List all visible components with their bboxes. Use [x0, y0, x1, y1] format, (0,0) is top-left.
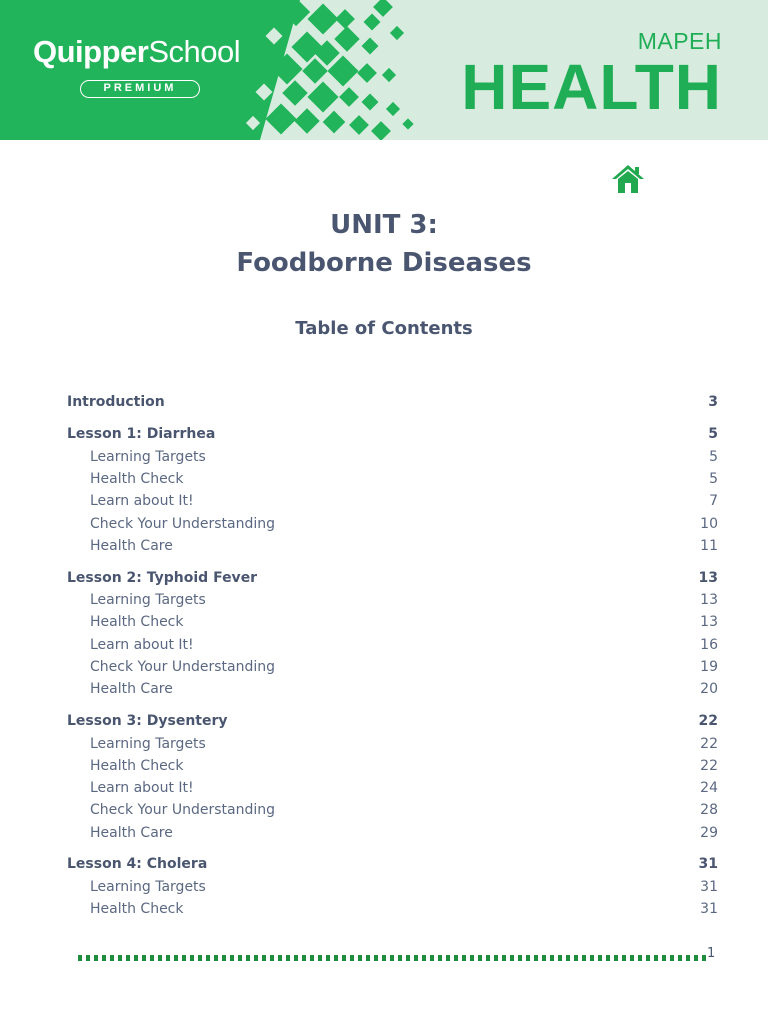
toc-row[interactable] — [67, 535, 718, 557]
subject-health: HEALTH — [461, 51, 722, 123]
toc-row[interactable] — [67, 446, 718, 468]
toc-label: Lesson 2: Typhoid Fever — [67, 570, 258, 586]
toc-row[interactable] — [67, 755, 718, 777]
toc-heading: Table of Contents — [295, 318, 473, 339]
toc-page: 19 — [700, 659, 718, 675]
toc-page: 3 — [708, 394, 718, 410]
premium-badge: PREMIUM — [80, 80, 200, 98]
toc-page: 11 — [700, 538, 718, 554]
toc-page: 5 — [709, 471, 718, 487]
toc-label: Learning Targets — [90, 879, 206, 895]
toc-row[interactable] — [67, 656, 718, 678]
unit-title — [0, 206, 768, 282]
toc-row[interactable] — [67, 611, 718, 633]
page-number: 1 — [707, 946, 716, 961]
toc-row[interactable] — [67, 853, 718, 875]
toc-page: 28 — [700, 802, 718, 818]
toc-row[interactable] — [67, 822, 718, 844]
toc-page: 20 — [700, 681, 718, 697]
unit-number: UNIT 3: — [330, 210, 438, 240]
toc-row[interactable] — [67, 513, 718, 535]
toc-row[interactable] — [67, 490, 718, 512]
toc-row[interactable] — [67, 589, 718, 611]
toc-row[interactable] — [67, 391, 718, 413]
toc-row[interactable] — [67, 710, 718, 732]
header-banner — [0, 0, 768, 140]
toc-label: Learning Targets — [90, 449, 206, 465]
toc-page: 31 — [700, 879, 718, 895]
toc-row[interactable] — [67, 898, 718, 920]
toc-label: Lesson 1: Diarrhea — [67, 426, 216, 442]
logo-part-quipper: Quipper — [33, 34, 149, 69]
toc-page: 31 — [700, 901, 718, 917]
toc-page: 13 — [700, 614, 718, 630]
toc-label: Learn about It! — [90, 780, 194, 796]
toc-label: Check Your Understanding — [90, 802, 276, 818]
unit-topic: Foodborne Diseases — [236, 248, 532, 278]
logo-part-school: School — [148, 34, 241, 69]
toc-label: Lesson 3: Dysentery — [67, 713, 228, 729]
toc-label: Check Your Understanding — [90, 659, 276, 675]
toc-page: 31 — [698, 856, 718, 872]
toc-row[interactable] — [67, 733, 718, 755]
toc-label: Learning Targets — [90, 736, 206, 752]
toc-label: Health Check — [90, 614, 184, 630]
toc-row[interactable] — [67, 777, 718, 799]
toc-row[interactable] — [67, 634, 718, 656]
toc-page: 5 — [709, 449, 718, 465]
toc-label: Health Care — [90, 825, 173, 841]
toc-page: 7 — [709, 493, 718, 509]
toc-page: 29 — [700, 825, 718, 841]
toc-page: 22 — [700, 736, 718, 752]
toc-row[interactable] — [67, 468, 718, 490]
toc-row[interactable] — [67, 423, 718, 445]
toc-page: 24 — [700, 780, 718, 796]
toc-page: 13 — [698, 570, 718, 586]
toc-label: Health Check — [90, 471, 184, 487]
toc-label: Health Care — [90, 681, 173, 697]
toc-page: 13 — [700, 592, 718, 608]
toc-row[interactable] — [67, 678, 718, 700]
toc-row[interactable] — [67, 876, 718, 898]
home-icon[interactable] — [611, 163, 645, 195]
toc-label: Learn about It! — [90, 637, 194, 653]
toc-label: Health Check — [90, 758, 184, 774]
footer-dotted-line — [78, 955, 706, 961]
toc-label: Lesson 4: Cholera — [67, 856, 208, 872]
toc-page: 5 — [708, 426, 718, 442]
toc-row[interactable] — [67, 567, 718, 589]
toc-label: Health Care — [90, 538, 173, 554]
toc-page: 22 — [698, 713, 718, 729]
toc-page: 10 — [700, 516, 718, 532]
toc-label: Learning Targets — [90, 592, 206, 608]
toc-page: 22 — [700, 758, 718, 774]
toc-label: Introduction — [67, 394, 165, 410]
toc-label: Check Your Understanding — [90, 516, 276, 532]
toc-label: Health Check — [90, 901, 184, 917]
toc-label: Learn about It! — [90, 493, 194, 509]
toc-row[interactable] — [67, 799, 718, 821]
toc-page: 16 — [700, 637, 718, 653]
subject-mapeh: MAPEH — [637, 28, 722, 54]
quipper-school-logo — [33, 34, 240, 70]
